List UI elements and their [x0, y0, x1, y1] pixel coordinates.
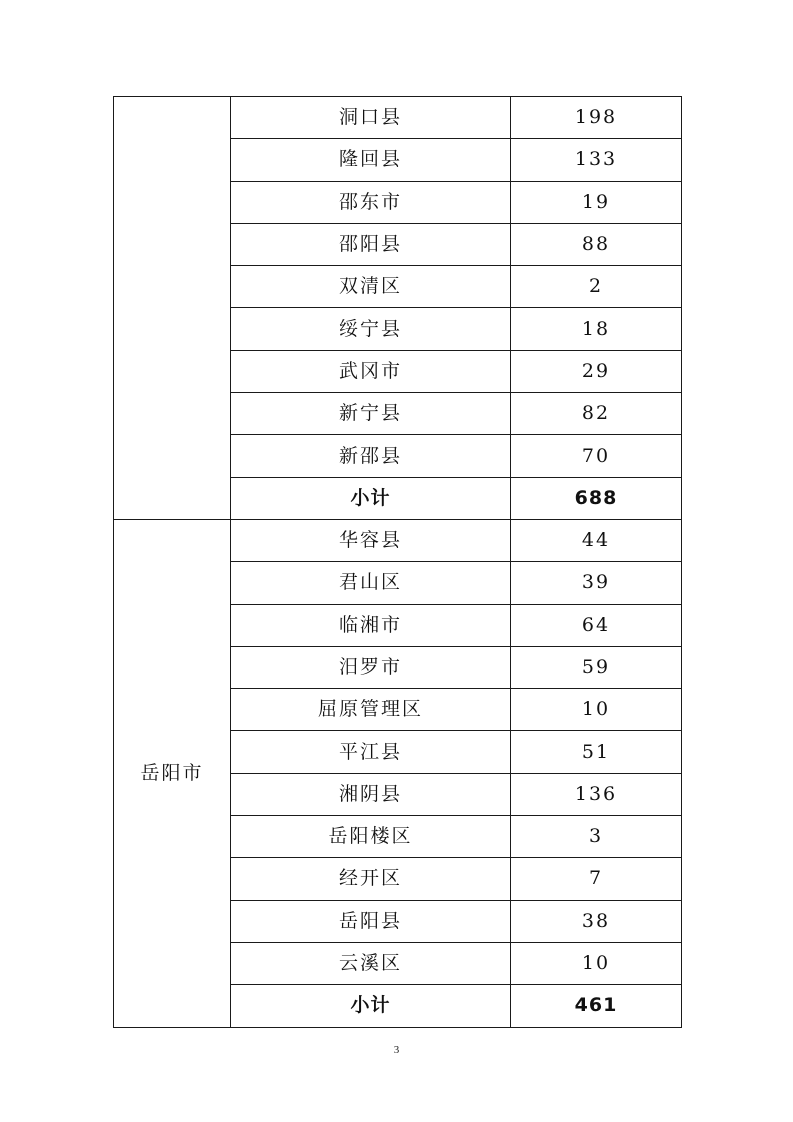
county-name: 湘阴县 — [231, 773, 511, 815]
county-count: 2 — [511, 266, 682, 308]
county-count: 44 — [511, 519, 682, 561]
county-count: 59 — [511, 646, 682, 688]
county-name: 新宁县 — [231, 393, 511, 435]
county-count: 10 — [511, 689, 682, 731]
subtotal-value: 688 — [511, 477, 682, 519]
subtotal-value: 461 — [511, 985, 682, 1027]
county-name: 汨罗市 — [231, 646, 511, 688]
county-count: 3 — [511, 816, 682, 858]
county-name: 华容县 — [231, 519, 511, 561]
county-count: 136 — [511, 773, 682, 815]
county-count: 39 — [511, 562, 682, 604]
county-count-table — [113, 96, 682, 1028]
page-number: 3 — [393, 1044, 400, 1056]
county-name: 邵阳县 — [231, 223, 511, 265]
county-count: 10 — [511, 942, 682, 984]
county-name: 云溪区 — [231, 942, 511, 984]
table-row — [114, 519, 682, 561]
county-count: 18 — [511, 308, 682, 350]
county-name: 经开区 — [231, 858, 511, 900]
county-count: 29 — [511, 350, 682, 392]
county-count: 198 — [511, 97, 682, 139]
county-name: 新邵县 — [231, 435, 511, 477]
county-count: 51 — [511, 731, 682, 773]
county-count: 19 — [511, 181, 682, 223]
county-name: 双清区 — [231, 266, 511, 308]
county-name: 绥宁县 — [231, 308, 511, 350]
table-row — [114, 97, 682, 139]
city-cell — [114, 97, 231, 520]
county-count: 82 — [511, 393, 682, 435]
county-count: 38 — [511, 900, 682, 942]
county-name: 君山区 — [231, 562, 511, 604]
county-name: 邵东市 — [231, 181, 511, 223]
county-name: 洞口县 — [231, 97, 511, 139]
subtotal-label: 小计 — [231, 985, 511, 1027]
county-count: 70 — [511, 435, 682, 477]
county-name: 屈原管理区 — [231, 689, 511, 731]
county-name: 隆回县 — [231, 139, 511, 181]
county-name: 武冈市 — [231, 350, 511, 392]
county-name: 平江县 — [231, 731, 511, 773]
county-name: 岳阳县 — [231, 900, 511, 942]
city-cell: 岳阳市 — [114, 519, 231, 1027]
county-count: 64 — [511, 604, 682, 646]
county-name: 临湘市 — [231, 604, 511, 646]
subtotal-label: 小计 — [231, 477, 511, 519]
county-count: 133 — [511, 139, 682, 181]
county-count: 7 — [511, 858, 682, 900]
county-name: 岳阳楼区 — [231, 816, 511, 858]
county-count: 88 — [511, 223, 682, 265]
